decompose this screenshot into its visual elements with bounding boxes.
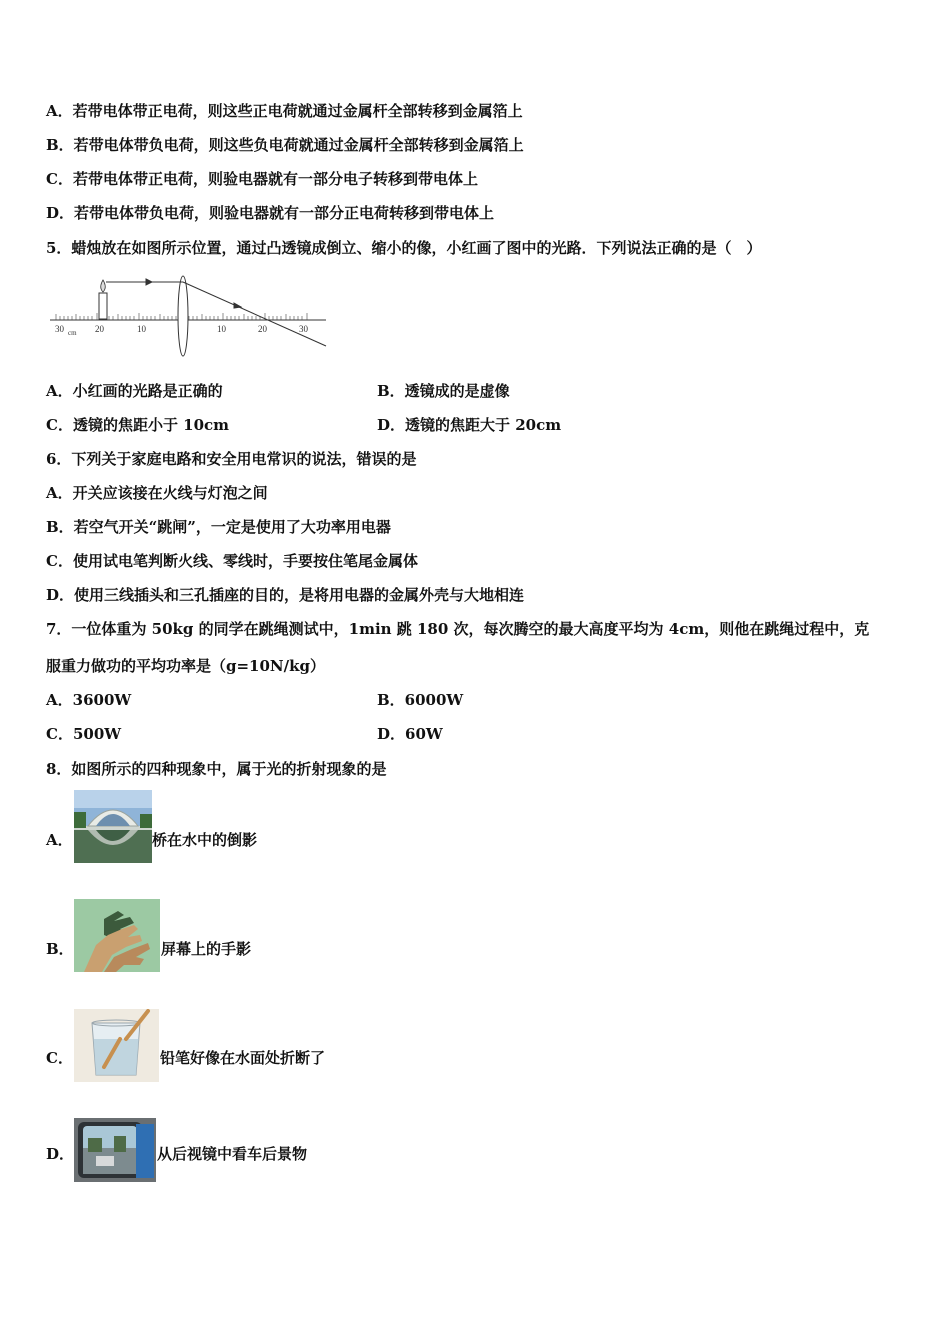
ruler-unit: cm — [68, 329, 77, 337]
ruler-label: 20 — [95, 324, 104, 334]
q7-option-c: C．500W — [46, 725, 122, 743]
q6-stem: 6．下列关于家庭电路和安全用电常识的说法，错误的是 — [46, 450, 417, 468]
q4-option-c: C．若带电体带正电荷，则验电器就有一部分电子转移到带电体上 — [46, 170, 478, 188]
q8-option-b-text: 屏幕上的手影 — [161, 940, 252, 958]
q8-option-a-text: 桥在水中的倒影 — [152, 831, 258, 849]
q8-option-c-letter: C． — [46, 1049, 73, 1067]
ruler-label: 30 — [55, 324, 64, 334]
convex-lens — [178, 276, 188, 356]
q8-option-d-text: 从后视镜中看车后景物 — [157, 1145, 308, 1163]
ruler-label: 20 — [258, 324, 267, 334]
candle — [99, 280, 107, 319]
q4-option-b: B．若带电体带负电荷，则这些负电荷就通过金属杆全部转移到金属箔上 — [46, 136, 524, 154]
q6-option-c: C．使用试电笔判断火线、零线时，手要按住笔尾金属体 — [46, 552, 418, 570]
q4-option-d: D．若带电体带负电荷，则验电器就有一部分正电荷转移到带电体上 — [46, 204, 495, 222]
q7-stem-line2: 服重力做功的平均功率是（g=10N/kg） — [46, 657, 326, 675]
q5-option-a: A．小红画的光路是正确的 — [46, 382, 223, 400]
q7-option-a: A．3600W — [46, 691, 132, 709]
q5-stem: 5．蜡烛放在如图所示位置，通过凸透镜成倒立、缩小的像，小红画了图中的光路．下列说法正确的是（ ） — [46, 239, 762, 257]
q4-option-a: A．若带电体带正电荷，则这些正电荷就通过金属杆全部转移到金属箔上 — [46, 102, 523, 120]
ruler-label: 10 — [137, 324, 146, 334]
q8-stem: 8．如图所示的四种现象中，属于光的折射现象的是 — [46, 760, 387, 778]
q8-option-a-letter: A． — [46, 831, 73, 849]
rearview-mirror-photo — [74, 1118, 156, 1182]
q5-option-c: C．透镜的焦距小于 10cm — [46, 416, 230, 434]
q8-option-d-letter: D． — [46, 1145, 75, 1163]
lens-ray-diagram — [46, 268, 330, 364]
q8-option-b-letter: B． — [46, 940, 74, 958]
q7-option-d: D．60W — [377, 725, 443, 743]
ruler-label: 30 — [299, 324, 308, 334]
pencil-in-water-photo — [74, 1009, 159, 1082]
q6-option-d: D．使用三线插头和三孔插座的目的，是将用电器的金属外壳与大地相连 — [46, 586, 525, 604]
q7-stem-line1: 7．一位体重为 50kg 的同学在跳绳测试中，1min 跳 180 次，每次腾空的最大高度平均为 4cm，则他在跳绳过程中，克 — [46, 620, 870, 638]
ruler-label: 10 — [217, 324, 226, 334]
q6-option-a: A．开关应该接在火线与灯泡之间 — [46, 484, 268, 502]
q6-option-b: B．若空气开关“跳闸”，一定是使用了大功率用电器 — [46, 518, 391, 536]
q7-option-b: B．6000W — [377, 691, 464, 709]
q5-option-d: D．透镜的焦距大于 20cm — [377, 416, 562, 434]
q5-option-b: B．透镜成的是虚像 — [377, 382, 510, 400]
hand-shadow-photo — [74, 899, 160, 972]
bridge-reflection-photo — [74, 790, 152, 863]
q8-option-c-text: 铅笔好像在水面处折断了 — [160, 1049, 326, 1067]
